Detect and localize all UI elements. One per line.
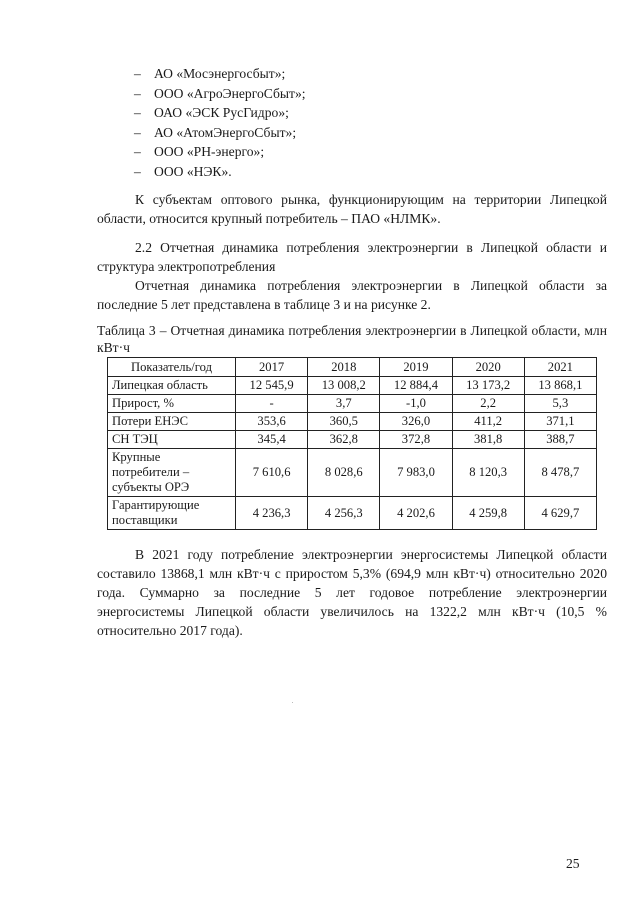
header-year: 2017	[236, 358, 308, 377]
cell-value: 362,8	[308, 431, 380, 449]
row-label: СН ТЭЦ	[108, 431, 236, 449]
list-dash: –	[134, 144, 141, 160]
consumption-table	[107, 357, 597, 530]
cell-value: 4 259,8	[452, 497, 524, 530]
row-label: Крупные потребители – субъекты ОРЭ	[108, 449, 236, 497]
row-label: Прирост, %	[108, 395, 236, 413]
table-row	[108, 377, 597, 395]
cell-value: 360,5	[308, 413, 380, 431]
cell-value: 3,7	[308, 395, 380, 413]
wholesale-paragraph: К субъектам оптового рынка, функционирующим на территории Липецкой области, относится крупный потребитель – ПАО «НЛМК».	[97, 192, 607, 226]
cell-value: 4 236,3	[236, 497, 308, 530]
cell-value: 345,4	[236, 431, 308, 449]
list-item-text: АО «АтомЭнергоСбыт»;	[154, 124, 297, 140]
scan-speck	[292, 702, 293, 703]
list-item	[134, 64, 604, 84]
cell-value: 372,8	[380, 431, 452, 449]
cell-value: 12 884,4	[380, 377, 452, 395]
cell-value: 13 008,2	[308, 377, 380, 395]
header-year: 2018	[308, 358, 380, 377]
page-number: 25	[566, 856, 580, 871]
cell-value: 4 629,7	[524, 497, 596, 530]
intro-paragraph: Отчетная динамика потребления электроэнергии в Липецкой области за последние 5 лет представлена в таблице 3 и на рисунке 2.	[97, 278, 607, 312]
cell-value: 7 983,0	[380, 449, 452, 497]
cell-value: 2,2	[452, 395, 524, 413]
list-dash: –	[134, 124, 141, 140]
list-item	[134, 84, 604, 104]
summary-paragraph: В 2021 году потребление электроэнергии энергосистемы Липецкой области составило 13868,1 млн кВт·ч с приростом 5,3% (694,9 млн кВт·ч) относительно 2020 года. Суммарно за последние 5 лет годовое потребление электроэнергии энергосистемы Липецкой области увеличилось на 1322,2 млн кВт·ч (10,5 % относительно 2017 года).	[97, 547, 607, 638]
header-year: 2021	[524, 358, 596, 377]
cell-value: 4 202,6	[380, 497, 452, 530]
list-dash: –	[134, 163, 141, 179]
table-row	[108, 431, 597, 449]
cell-value: 5,3	[524, 395, 596, 413]
list-item	[134, 162, 604, 182]
list-item-text: АО «Мосэнергосбыт»;	[154, 66, 286, 81]
row-label: Гарантирующие поставщики	[108, 497, 236, 530]
cell-value: -1,0	[380, 395, 452, 413]
cell-value: 8 028,6	[308, 449, 380, 497]
list-item-text: ОАО «ЭСК РусГидро»;	[154, 105, 289, 121]
list-item	[134, 103, 604, 123]
list-dash: –	[134, 105, 141, 121]
cell-value: 4 256,3	[308, 497, 380, 530]
header-year: 2019	[380, 358, 452, 377]
cell-value: 8 120,3	[452, 449, 524, 497]
cell-value: 381,8	[452, 431, 524, 449]
cell-value: 353,6	[236, 413, 308, 431]
table-row	[108, 449, 597, 497]
list-item-text: ООО «РН-энерго»;	[154, 144, 265, 160]
table-header-row	[108, 358, 597, 377]
cell-value: 371,1	[524, 413, 596, 431]
cell-value: 326,0	[380, 413, 452, 431]
header-year: 2020	[452, 358, 524, 377]
participants-list	[134, 64, 604, 182]
row-label: Потери ЕНЭС	[108, 413, 236, 431]
row-label: Липецкая область	[108, 377, 236, 395]
cell-value: -	[236, 395, 308, 413]
cell-value: 13 868,1	[524, 377, 596, 395]
table-row	[108, 497, 597, 530]
cell-value: 411,2	[452, 413, 524, 431]
list-item-text: ООО «НЭК».	[154, 163, 232, 179]
list-item-text: ООО «АгроЭнергоСбыт»;	[154, 85, 306, 101]
header-indicator: Показатель/год	[108, 358, 236, 377]
table-row	[108, 413, 597, 431]
table-row	[108, 395, 597, 413]
table-caption: Таблица 3 – Отчетная динамика потребления электроэнергии в Липецкой области, млн кВт·ч	[97, 323, 607, 355]
cell-value: 7 610,6	[236, 449, 308, 497]
cell-value: 8 478,7	[524, 449, 596, 497]
list-dash: –	[134, 85, 141, 101]
list-item	[134, 123, 604, 143]
cell-value: 13 173,2	[452, 377, 524, 395]
list-dash: –	[134, 66, 141, 81]
cell-value: 388,7	[524, 431, 596, 449]
list-item	[134, 142, 604, 162]
section-heading: 2.2 Отчетная динамика потребления электроэнергии в Липецкой области и структура электропотребления	[97, 240, 607, 274]
cell-value: 12 545,9	[236, 377, 308, 395]
